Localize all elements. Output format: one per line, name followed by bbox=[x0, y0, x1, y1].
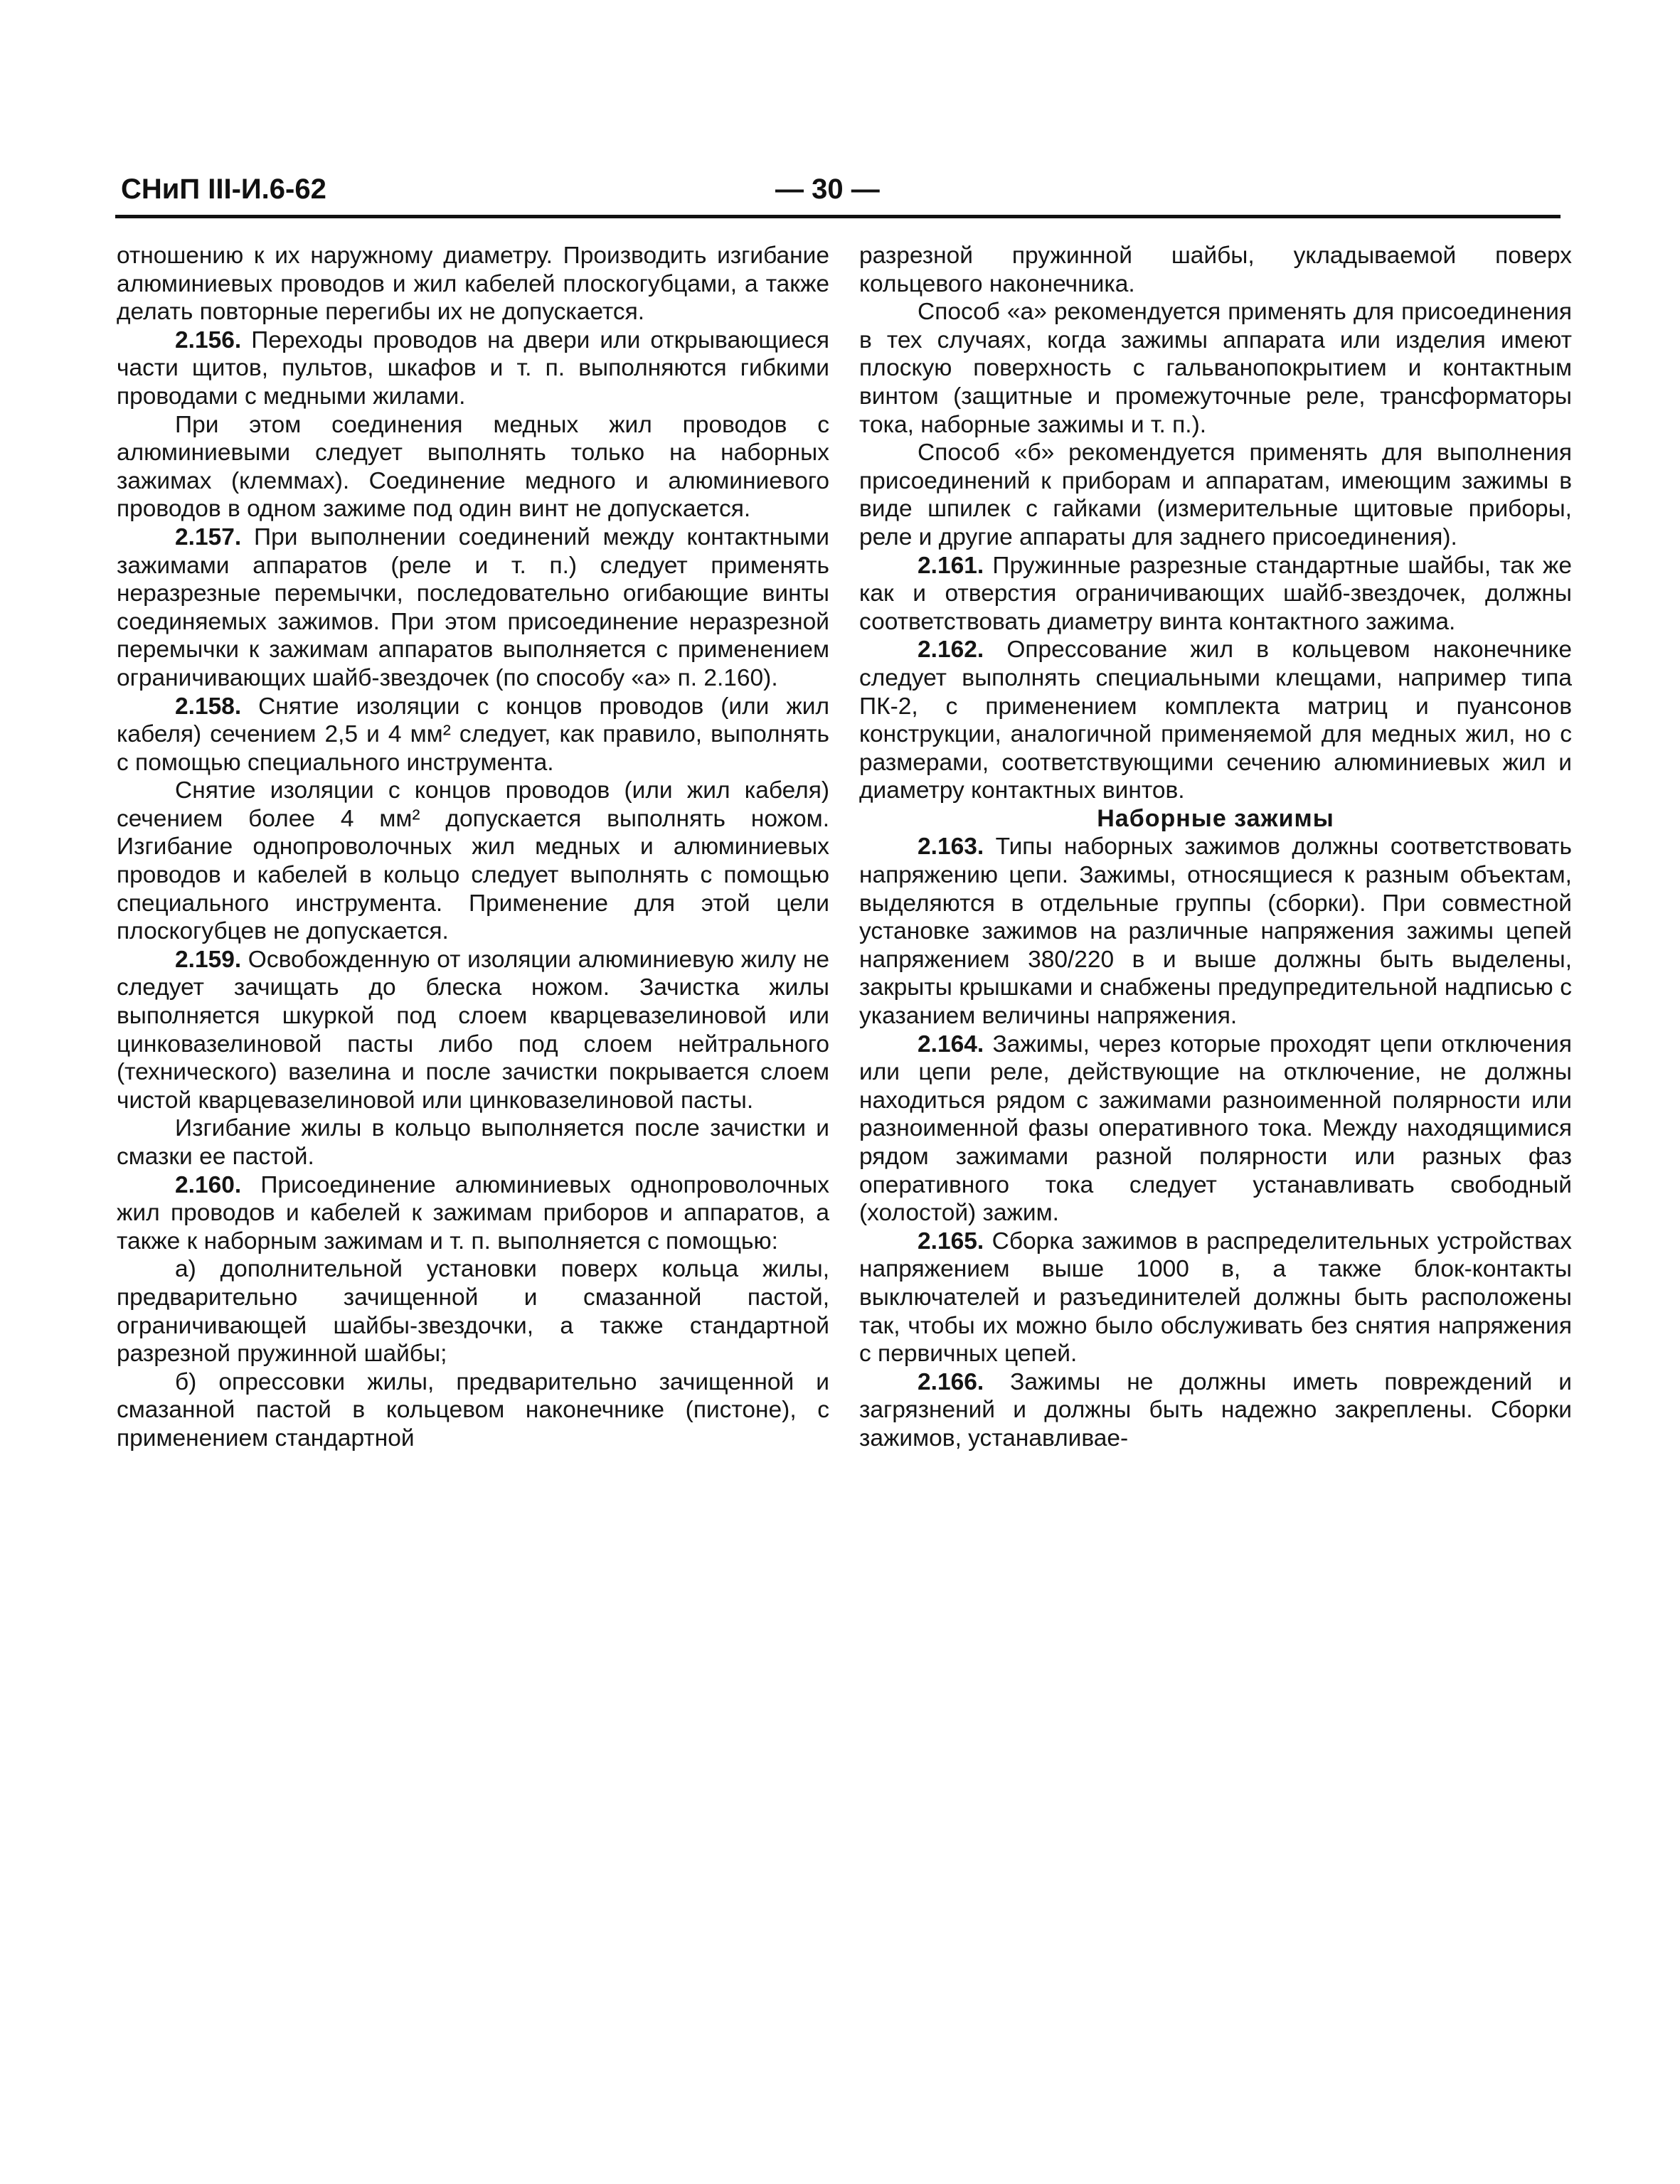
paragraph: 2.160. Присоединение алюминиевых однопроволочных жил проводов и кабелей к зажимам приборов и аппаратов, а также к наборным зажимам и т. п. выполняется с помощью: bbox=[117, 1171, 829, 1255]
clause-number: 2.156. bbox=[175, 326, 242, 353]
clause-number: 2.164. bbox=[918, 1030, 984, 1058]
clause-number: 2.158. bbox=[175, 693, 242, 720]
paragraph: разрезной пружинной шайбы, укладываемой поверх кольцевого наконечника. bbox=[859, 243, 1572, 297]
paragraph: Способ «а» рекомендуется применять для присоединения в тех случаях, когда зажимы аппарата или изделия имеют плоскую поверхность с гальванопокрытием и контактным винтом (защитные и промежуточные реле, трансформаторы тока, наборные зажимы и т. п.). bbox=[859, 299, 1572, 438]
clause-number: 2.163. bbox=[918, 833, 984, 861]
paragraph: 2.166. Зажимы не должны иметь повреждений и загрязнений и должны быть надежно закреплены. Сборки зажимов, устанавливае- bbox=[859, 1368, 1572, 1451]
paragraph: отношению к их наружному диаметру. Производить изгибание алюминиевых проводов и жил кабелей плоскогубцами, а также делать повторные перегибы их не допускается. bbox=[117, 243, 829, 326]
paragraph: а) дополнительной установки поверх кольца жилы, предварительно зачищенной и смазанной пастой, ограничивающей шайбы-звездочки, а также стандартной разрезной пружинной шайбы; bbox=[117, 1256, 829, 1368]
paragraph: 2.158. Снятие изоляции с концов проводов (или жил кабеля) сечением 2,5 и 4 мм² следует, как правило, выполнять с помощью специального инструмента. bbox=[117, 693, 829, 776]
clause-number: 2.165. bbox=[918, 1227, 984, 1255]
paragraph: 2.165. Сборка зажимов в распределительных устройствах напряжением выше 1000 в, а также блок-контакты выключателей и разъединителей должны быть расположены так, чтобы их можно было обслуживать без снятия напряжения с первичных цепей. bbox=[859, 1227, 1572, 1368]
clause-number: 2.160. bbox=[175, 1171, 242, 1198]
paragraph: 2.162. Опрессование жил в кольцевом наконечнике следует выполнять специальными клещами, например типа ПК-2, с применением комплекта матриц и пуансонов конструкции, аналогичной применяемой для медных жил, но с размерами, соответствующими сечению алюминиевых жил и диаметру контактных винтов. bbox=[859, 636, 1572, 804]
clause-number: 2.159. bbox=[175, 946, 242, 973]
clause-number: 2.157. bbox=[175, 523, 242, 550]
paragraph: 2.159. Освобожденную от изоляции алюминиевую жилу не следует зачищать до блеска ножом. Зачистка жилы выполняется шкуркой под слоем кварцевазелиновой или цинковазелиновой пасты либо под слоем нейтрального (технического) вазелина и после зачистки покрывается слоем чистой кварцевазелиновой или цинковазелиновой пасты. bbox=[117, 946, 829, 1114]
paragraph: 2.164. Зажимы, через которые проходят цепи отключения или цепи реле, действующие на отключение, не должны находиться рядом с зажимами разноименной полярности или разноименной фазы оперативного тока. Между находящимися рядом зажимами разной полярности или разных фаз оперативного тока следует устанавливать свободный (холостой) зажим. bbox=[859, 1030, 1572, 1227]
paragraph: 2.157. При выполнении соединений между контактными зажимами аппаратов (реле и т. п.) следует применять неразрезные перемычки, последовательно огибающие винты соединяемых зажимов. При этом присоединение неразрезной перемычки к зажимам аппаратов выполняется с применением ограничивающих шайб-звездочек (по способу «а» п. 2.160). bbox=[117, 523, 829, 691]
paragraph: При этом соединения медных жил проводов с алюминиевыми следует выполнять только на наборных зажимах (клеммах). Соединение медного и алюминиевого проводов в одном зажиме под один винт не допускается. bbox=[117, 411, 829, 523]
document-code: СНиП III-И.6-62 bbox=[121, 174, 326, 205]
right-column bbox=[859, 242, 1572, 1453]
page-number: — 30 — bbox=[775, 174, 880, 205]
header-rule bbox=[115, 215, 1561, 218]
page-header bbox=[121, 174, 1558, 216]
paragraph: Снятие изоляции с концов проводов (или жил кабеля) сечением более 4 мм² допускается выполнять ножом. Изгибание однопроволочных жил медных и алюминиевых проводов и кабелей в кольцо следует выполнять с помощью специального инструмента. Применение для этой цели плоскогубцев не допускается. bbox=[117, 777, 829, 945]
paragraph: Способ «б» рекомендуется применять для выполнения присоединений к приборам и аппаратам, имеющим зажимы в виде шпилек с гайками (измерительные щитовые приборы, реле и другие аппараты для заднего присоединения). bbox=[859, 440, 1572, 550]
paragraph: Изгибание жилы в кольцо выполняется после зачистки и смазки ее пастой. bbox=[117, 1115, 829, 1170]
paragraph: 2.156. Переходы проводов на двери или открывающиеся части щитов, пультов, шкафов и т. п. выполняются гибкими проводами с медными жилами. bbox=[117, 326, 829, 410]
paragraph: 2.161. Пружинные разрезные стандартные шайбы, так же как и отверстия ограничивающих шайб-звездочек, должны соответствовать диаметру винта контактного зажима. bbox=[859, 552, 1572, 635]
paragraph: б) опрессовки жилы, предварительно зачищенной и смазанной пастой в кольцевом наконечнике (пистоне), с применением стандартной bbox=[117, 1368, 829, 1451]
clause-number: 2.162. bbox=[918, 636, 984, 664]
paragraph: 2.163. Типы наборных зажимов должны соответствовать напряжению цепи. Зажимы, относящиеся к разным объектам, выделяются в отдельные группы (сборки). При совместной установке зажимов на различные напряжения зажимы цепей напряжением 380/220 в и выше должны быть выделены, закрыты крышками и снабжены предупредительной надписью с указанием величины напряжения. bbox=[859, 833, 1572, 1030]
left-column bbox=[117, 242, 829, 1453]
clause-number: 2.161. bbox=[918, 552, 984, 579]
section-title: Наборные зажимы bbox=[1097, 804, 1334, 832]
clause-number: 2.166. bbox=[918, 1368, 984, 1395]
